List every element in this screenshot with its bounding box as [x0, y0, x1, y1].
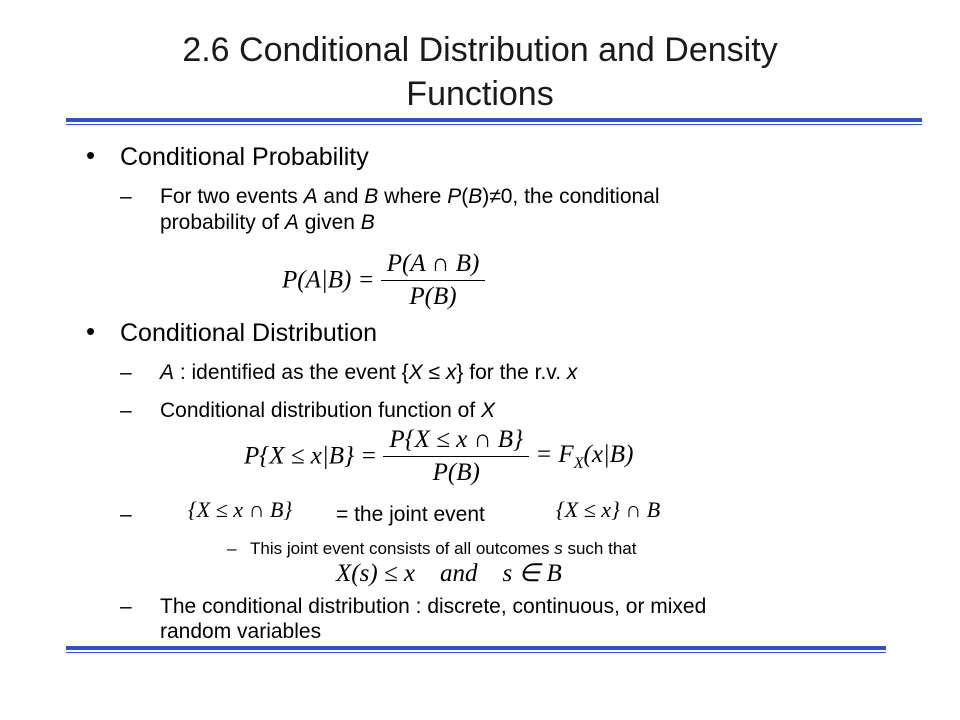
conditional-probability-definition-line2: probability of A given B — [160, 211, 375, 234]
joint-event-outcomes: This joint event consists of all outcomes s such that — [250, 539, 637, 558]
slide-title — [60, 28, 900, 116]
bullet-conditional-distribution: Conditional Distribution — [120, 319, 378, 347]
bullet-icon: • — [86, 140, 96, 170]
formula-denominator: P(B) — [381, 280, 486, 311]
joint-event-label: = the joint event — [336, 503, 485, 526]
formula-lhs: P(A|B) = — [282, 266, 375, 294]
dash-icon: – — [120, 361, 132, 384]
formula-fraction — [381, 250, 486, 311]
dash-icon: – — [120, 503, 132, 526]
formula2-rhs: = $F_X(x|B)$ — [535, 440, 634, 472]
dash-icon: – — [120, 185, 132, 208]
formula2-fraction — [383, 426, 529, 487]
slide-title-line1: 2.6 Conditional Distribution and Density — [182, 31, 778, 69]
dash-icon: – — [120, 399, 132, 422]
joint-event-expr-left: {X ≤ x ∩ B} — [188, 497, 293, 522]
dash-icon: – — [120, 595, 132, 618]
top-divider — [66, 118, 922, 125]
formula2-lhs: P{X ≤ x|B} = — [244, 442, 378, 470]
conditional-distribution-formula — [244, 426, 633, 487]
formula2-numerator: P{X ≤ x ∩ B} — [389, 426, 524, 453]
bullet-icon: • — [86, 316, 96, 346]
outcome-condition-formula: X(s) ≤ x and s ∈ B — [336, 560, 562, 587]
slide-title-line2: Functions — [406, 75, 554, 113]
formula2-denominator: P(B) — [383, 456, 529, 487]
bottom-divider — [66, 646, 886, 653]
distribution-types: The conditional distribution : discrete, continuous, or mixed random variables — [160, 595, 707, 643]
joint-event-expr-right: {X ≤ x} ∩ B — [556, 497, 661, 522]
conditional-probability-definition: For two events A and B where P(B)≠0, the conditional — [160, 185, 660, 208]
formula-numerator: P(A ∩ B) — [386, 250, 480, 277]
event-definition: A : identified as the event {X ≤ x} for the r.v. x — [160, 361, 578, 384]
conditional-probability-formula — [282, 250, 485, 311]
distribution-function-label: Conditional distribution function of X — [160, 399, 496, 422]
bullet-conditional-probability: Conditional Probability — [120, 143, 369, 171]
dash-icon: – — [227, 539, 237, 558]
